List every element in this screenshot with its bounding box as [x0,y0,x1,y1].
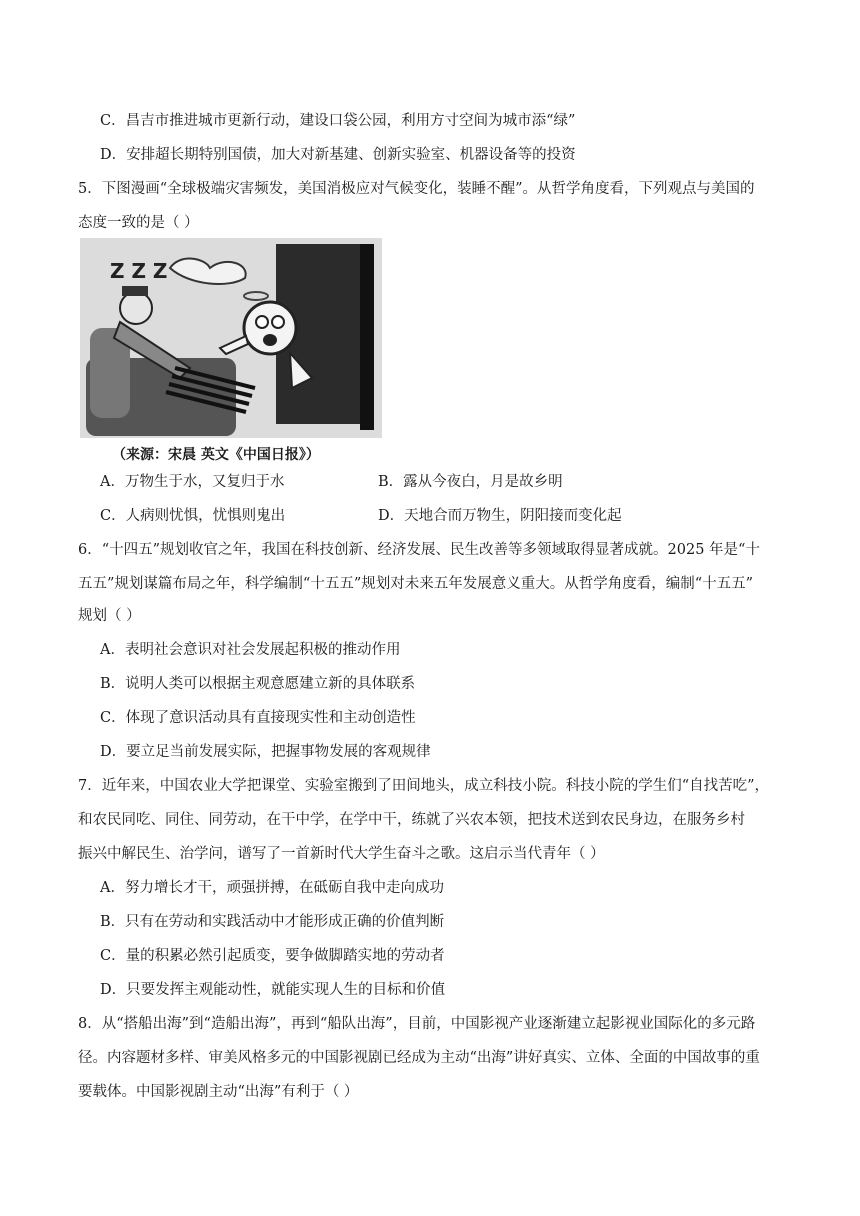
q7-stem-line-2: 和农民同吃、同住、同劳动，在干中学，在学中干，练就了兴农本领，把技术送到农民身边，在服务乡村 [78,812,745,828]
q6-stem-line-2: 五五”规划谋篇布局之年，科学编制“十五五”规划对未来五年发展意义重大。从哲学角度看，编制“十五五” [78,576,754,592]
q7-option-d: D．只要发挥主观能动性，就能实现人生的目标和价值 [100,982,446,998]
cartoon-image [80,238,382,438]
q5-option-d: D．天地合而万物生，阴阳接而变化起 [378,508,622,524]
q7-stem-line-1: 7．近年来，中国农业大学把课堂、实验室搬到了田间地头，成立科技小院。科技小院的学生们“自找苦吃”， [78,778,770,794]
q7-stem-line-3: 振兴中解民生、治学问，谱写了一首新时代大学生奋斗之歌。这启示当代青年（ ） [78,846,605,862]
cartoon-caption: （来源：宋晨 英文《中国日报》） [112,447,320,463]
q6-stem-line-3: 规划（ ） [78,608,141,624]
q6-stem-line-1: 6．“十四五”规划收官之年，我国在科技创新、经济发展、民生改善等多领域取得显著成就。2025 年是“十 [78,542,760,558]
q8-stem-line-3: 要载体。中国影视剧主动“出海”有利于（ ） [78,1084,359,1100]
q5-option-b: B．露从今夜白，月是故乡明 [378,474,563,490]
q8-stem-line-2: 径。内容题材多样、审美风格多元的中国影视剧已经成为主动“出海”讲好真实、立体、全面的中国故事的重 [78,1050,760,1066]
q4-option-c: C．昌吉市推进城市更新行动，建设口袋公园，利用方寸空间为城市添“绿” [100,113,576,129]
cartoon-zzz: Z Z Z [110,259,168,283]
q5-option-c: C．人病则忧惧，忧惧则鬼出 [100,508,286,524]
q5-option-a: A．万物生于水，又复归于水 [100,474,285,490]
q5-stem-line-1: 5．下图漫画“全球极端灾害频发，美国消极应对气候变化，装睡不醒”。从哲学角度看，下列观点与美国的 [78,181,755,197]
q7-option-c: C．量的积累必然引起质变，要争做脚踏实地的劳动者 [100,948,445,964]
q7-option-a: A．努力增长才干，顽强拼搏，在砥砺自我中走向成功 [100,880,444,896]
q8-stem-line-1: 8．从“搭船出海”到“造船出海”，再到“船队出海”，目前，中国影视产业逐渐建立起影视业国际化的多元路 [78,1016,756,1032]
q6-option-a: A．表明社会意识对社会发展起积极的推动作用 [100,642,401,658]
q4-option-d: D．安排超长期特别国债，加大对新基建、创新实验室、机器设备等的投资 [100,147,576,163]
q5-stem-line-2: 态度一致的是（ ） [78,215,199,231]
q6-option-d: D．要立足当前发展实际，把握事物发展的客观规律 [100,744,431,760]
q6-option-c: C．体现了意识活动具有直接现实性和主动创造性 [100,710,416,726]
q7-option-b: B．只有在劳动和实践活动中才能形成正确的价值判断 [100,914,445,930]
q6-option-b: B．说明人类可以根据主观意愿建立新的具体联系 [100,676,416,692]
